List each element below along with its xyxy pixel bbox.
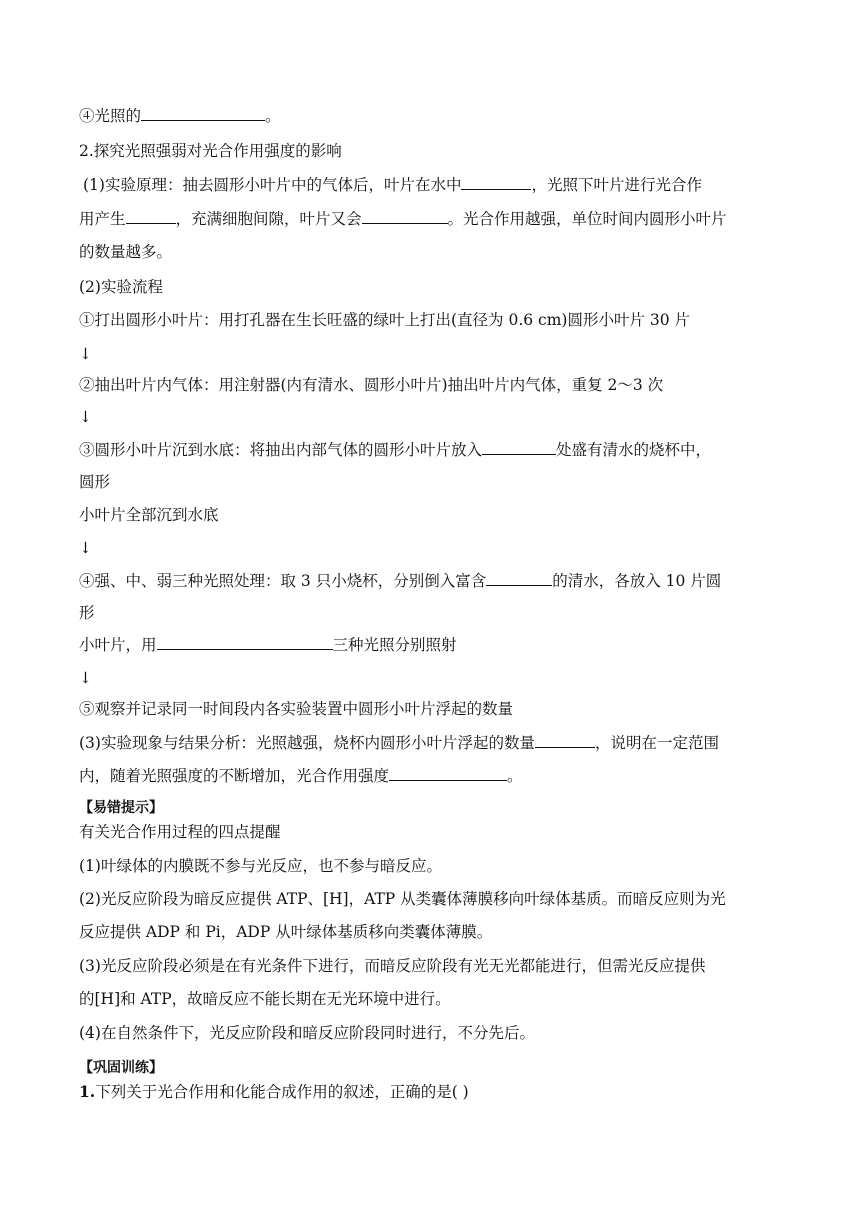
text-line	[79, 571, 789, 591]
text: 的清水，各放入 10 片圆	[552, 572, 722, 590]
tip-item: 反应提供 ADP 和 Pi，ADP 从叶绿体基质移向类囊体薄膜。	[79, 923, 493, 941]
tip-title: 有关光合作用过程的四点提醒	[79, 823, 281, 841]
fill-blank	[461, 175, 531, 190]
tip-heading: 【易错提示】	[79, 800, 163, 816]
text: ，光照下叶片进行光合作	[531, 176, 702, 194]
text: 三种光照分别照射	[332, 636, 457, 654]
text-line	[79, 766, 789, 786]
text-line: 圆形	[79, 473, 111, 491]
text-line: 的数量越多。	[79, 243, 173, 261]
text-line: ②抽出叶片内气体：用注射器(内有清水、圆形小叶片)抽出叶片内气体，重复 2～3 次	[79, 376, 664, 394]
text: ④光照的	[79, 107, 142, 125]
text: ④强、中、弱三种光照处理：取 3 只小烧杯，分别倒入富含	[79, 572, 487, 590]
flow-arrow: ↓	[79, 345, 92, 363]
fill-blank	[482, 440, 556, 455]
text: 。	[507, 767, 523, 785]
fill-blank	[535, 733, 595, 748]
question-1	[79, 1082, 789, 1102]
text: (1)实验原理：抽去圆形小叶片中的气体后，叶片在水中	[83, 176, 462, 194]
flow-arrow: ↓	[79, 669, 92, 687]
text: 用产生	[79, 210, 126, 228]
tip-item: 的[H]和 ATP，故暗反应不能长期在无光环境中进行。	[79, 990, 451, 1008]
text-line	[79, 440, 789, 460]
text: 内，随着光照强度的不断增加，光合作用强度	[79, 767, 390, 785]
text-line: (2)实验流程	[79, 278, 163, 296]
text-line: ①打出圆形小叶片：用打孔器在生长旺盛的绿叶上打出(直径为 0.6 cm)圆形小叶片 30 片	[79, 311, 691, 329]
text: (3)实验现象与结果分析：光照越强，烧杯内圆形小叶片浮起的数量	[79, 734, 535, 752]
text: 小叶片，用	[79, 636, 157, 654]
text-line	[83, 175, 793, 195]
text: 。	[265, 107, 281, 125]
tip-item: (1)叶绿体的内膜既不参与光反应，也不参与暗反应。	[79, 857, 442, 875]
text-line: 小叶片全部沉到水底	[79, 506, 219, 524]
fill-blank	[126, 209, 176, 224]
question-number: 1.	[79, 1082, 96, 1101]
text-line	[79, 733, 789, 753]
fill-blank	[141, 106, 265, 121]
fill-blank	[486, 571, 552, 586]
text-line: ⑤观察并记录同一时间段内各实验装置中圆形小叶片浮起的数量	[79, 700, 514, 718]
text: ，充满细胞间隙，叶片又会	[175, 210, 362, 228]
flow-arrow: ↓	[79, 539, 92, 557]
text: ，说明在一定范围	[594, 734, 719, 752]
text-line	[79, 106, 789, 126]
text: 。光合作用越强，单位时间内圆形小叶片	[447, 210, 727, 228]
text: 处盛有清水的烧杯中，	[556, 441, 712, 459]
text-line: 形	[79, 604, 95, 622]
flow-arrow: ↓	[79, 408, 92, 426]
fill-blank	[362, 209, 448, 224]
section-heading: 2.探究光照强弱对光合作用强度的影响	[79, 142, 342, 160]
exercise-heading: 【巩固训练】	[79, 1060, 163, 1076]
tip-item: (2)光反应阶段为暗反应提供 ATP、[H]，ATP 从类囊体薄膜移向叶绿体基质。而暗反应则为光	[79, 890, 726, 908]
text: ③圆形小叶片沉到水底：将抽出内部气体的圆形小叶片放入	[79, 441, 483, 459]
tip-item: (4)在自然条件下，光反应阶段和暗反应阶段同时进行，不分先后。	[79, 1024, 535, 1042]
tip-item: (3)光反应阶段必须是在有光条件下进行，而暗反应阶段有光无光都能进行，但需光反应提供	[79, 957, 706, 975]
text-line	[79, 209, 789, 229]
fill-blank	[157, 635, 333, 650]
question-text: 下列关于光合作用和化能合成作用的叙述，正确的是( )	[95, 1083, 469, 1101]
fill-blank	[389, 766, 507, 781]
text-line	[79, 635, 789, 655]
